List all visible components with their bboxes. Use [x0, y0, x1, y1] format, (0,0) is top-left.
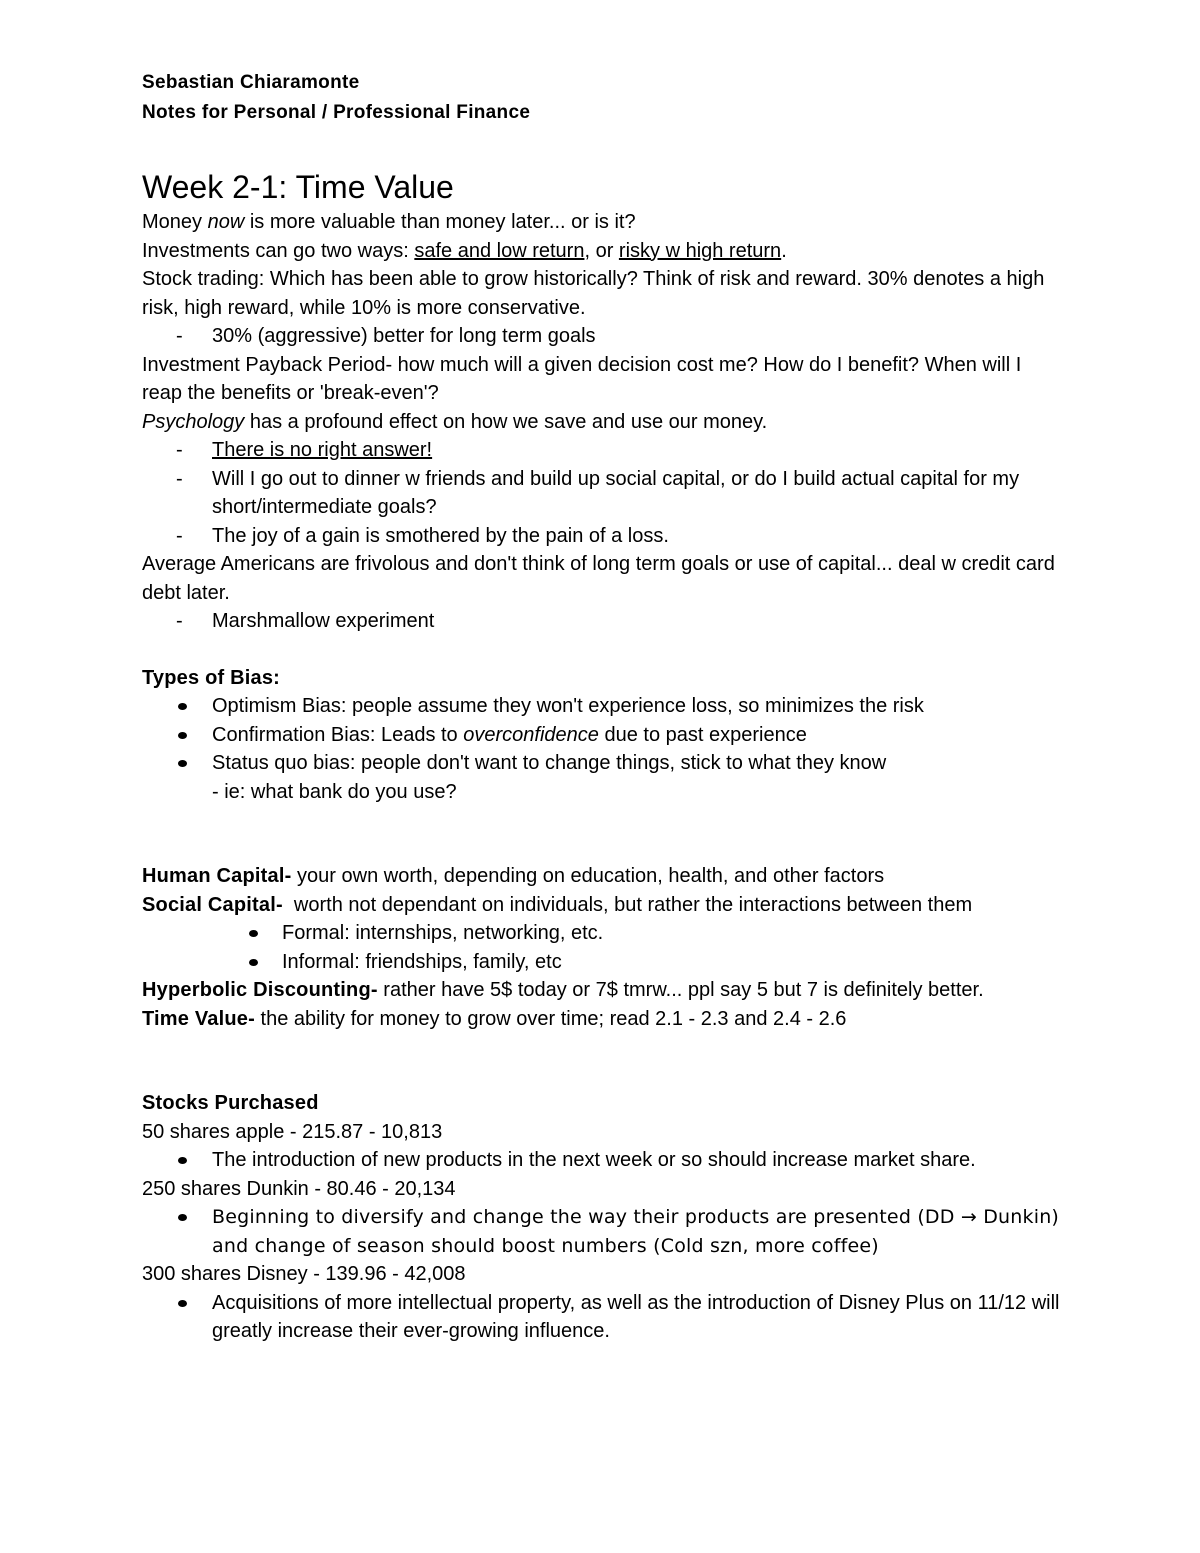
paragraph-psychology: [142, 408, 1062, 437]
definition-social-capital: [142, 891, 1062, 920]
document-page: [142, 68, 1062, 1346]
bullet-informal: [142, 948, 1062, 977]
stock-apple: 50 shares apple - 215.87 - 10,813: [142, 1120, 443, 1143]
definition-time-value: [142, 1005, 1062, 1034]
bullet-text: Acquisitions of more intellectual property, as well as the introduction of Disney Plus on 11/12 will greatly increase their ever-growing influence.: [212, 1291, 1060, 1342]
definition-text: rather have 5$ today or 7$ tmrw... ppl say 5 but 7 is definitely better.: [377, 979, 984, 1001]
term-hyperbolic-discounting: Hyperbolic Discounting-: [142, 979, 378, 1001]
bullet-dot-icon: [178, 1214, 187, 1221]
definition-text: your own worth, depending on education, health, and other factors: [291, 865, 885, 887]
dash-item-marshmallow: - Marshmallow experiment: [142, 607, 1062, 636]
definition-text: worth not dependant on individuals, but rather the interactions between them: [282, 893, 973, 916]
bullet-status-quo-bias: [142, 749, 1062, 778]
definition-hyperbolic-discounting: [142, 976, 1062, 1005]
bullet-dot-icon: [249, 930, 258, 937]
term-social-capital: Social Capital-: [142, 893, 283, 916]
bullet-text: Beginning to diversify and change the way their products are presented (DD → Dunkin) and change of season should boost numbers (Cold szn, more coffee): [212, 1206, 1060, 1257]
bullet-text: Informal: friendships, family, etc: [282, 950, 562, 973]
document-subtitle: Notes for Personal / Professional Finance: [142, 102, 531, 123]
status-quo-example: - ie: what bank do you use?: [212, 780, 457, 803]
definition-human-capital: [142, 862, 1062, 891]
bullet-text: Confirmation Bias: Leads to: [212, 723, 464, 746]
bullet-dot-icon: [178, 760, 187, 767]
term-time-value: Time Value-: [142, 1007, 255, 1030]
paragraph-money-now: [142, 208, 1062, 237]
author-name: Sebastian Chiaramonte: [142, 72, 360, 93]
bullet-disney-note: [142, 1289, 1062, 1346]
bullet-text: Formal: internships, networking, etc.: [282, 922, 604, 944]
emphasis-psychology: Psychology: [142, 410, 245, 433]
paragraph-average-americans: Average Americans are frivolous and don't think of long term goals or use of capital... deal w credit card debt later.: [142, 553, 1055, 604]
text-run: , or: [584, 239, 619, 262]
text-run: has a profound effect on how we save and use our money.: [244, 410, 768, 433]
bullet-dot-icon: [178, 703, 187, 710]
paragraph-payback-period: Investment Payback Period- how much will a given decision cost me? How do I benefit? When will I reap the benefits or 'break-even'?: [142, 353, 1022, 404]
week-heading: Week 2-1: Time Value: [142, 169, 454, 205]
text-run: Investments can go two ways:: [142, 239, 415, 262]
stock-disney: 300 shares Disney - 139.96 - 42,008: [142, 1263, 466, 1285]
stock-dunkin: 250 shares Dunkin - 80.46 - 20,134: [142, 1177, 456, 1200]
dash-item-aggressive: - 30% (aggressive) better for long term goals: [142, 322, 1062, 351]
bullet-dot-icon: [178, 1300, 187, 1307]
paragraph-investments: [142, 237, 1062, 266]
bullet-dot-icon: [178, 732, 187, 739]
bullet-apple-note: [142, 1146, 1062, 1175]
dash-item-joy-of-gain: - The joy of a gain is smothered by the pain of a loss.: [142, 522, 1062, 551]
underlined-safe-return: safe and low return: [414, 239, 585, 262]
bullet-text: The introduction of new products in the next week or so should increase market share.: [212, 1149, 976, 1171]
bullet-confirmation-bias: [142, 721, 1062, 750]
dash-item-dinner: - Will I go out to dinner w friends and build up social capital, or do I build actual capital for my short/intermediate goals?: [142, 465, 1062, 522]
paragraph-stock-trading: Stock trading: Which has been able to grow historically? Think of risk and reward. 30% denotes a high risk, high reward, while 10% is more conservative.: [142, 268, 1045, 319]
dash-item-no-right-answer: [142, 436, 1062, 465]
bullet-text: Status quo bias: people don't want to change things, stick to what they know: [212, 752, 887, 774]
bullet-dot-icon: [178, 1157, 187, 1164]
text-run: .: [781, 239, 787, 262]
emphasis-overconfidence: overconfidence: [463, 723, 599, 746]
term-human-capital: Human Capital-: [142, 865, 292, 887]
underlined-risky-return: risky w high return: [618, 239, 782, 262]
bullet-dot-icon: [249, 959, 258, 966]
bullet-text: Optimism Bias: people assume they won't experience loss, so minimizes the risk: [212, 695, 924, 717]
text-run: is more valuable than money later... or is it?: [244, 211, 636, 233]
stocks-purchased-heading: Stocks Purchased: [142, 1092, 319, 1114]
definition-text: the ability for money to grow over time; read 2.1 - 2.3 and 2.4 - 2.6: [255, 1007, 847, 1030]
bullet-formal: [142, 919, 1062, 948]
bullet-optimism-bias: [142, 692, 1062, 721]
bullet-dunkin-note: [142, 1203, 1062, 1260]
underlined-no-right-answer: There is no right answer!: [212, 439, 433, 461]
emphasis-now: now: [207, 211, 245, 233]
bullet-text: due to past experience: [598, 723, 807, 746]
text-run: Money: [142, 211, 208, 233]
types-of-bias-heading: Types of Bias:: [142, 666, 281, 689]
